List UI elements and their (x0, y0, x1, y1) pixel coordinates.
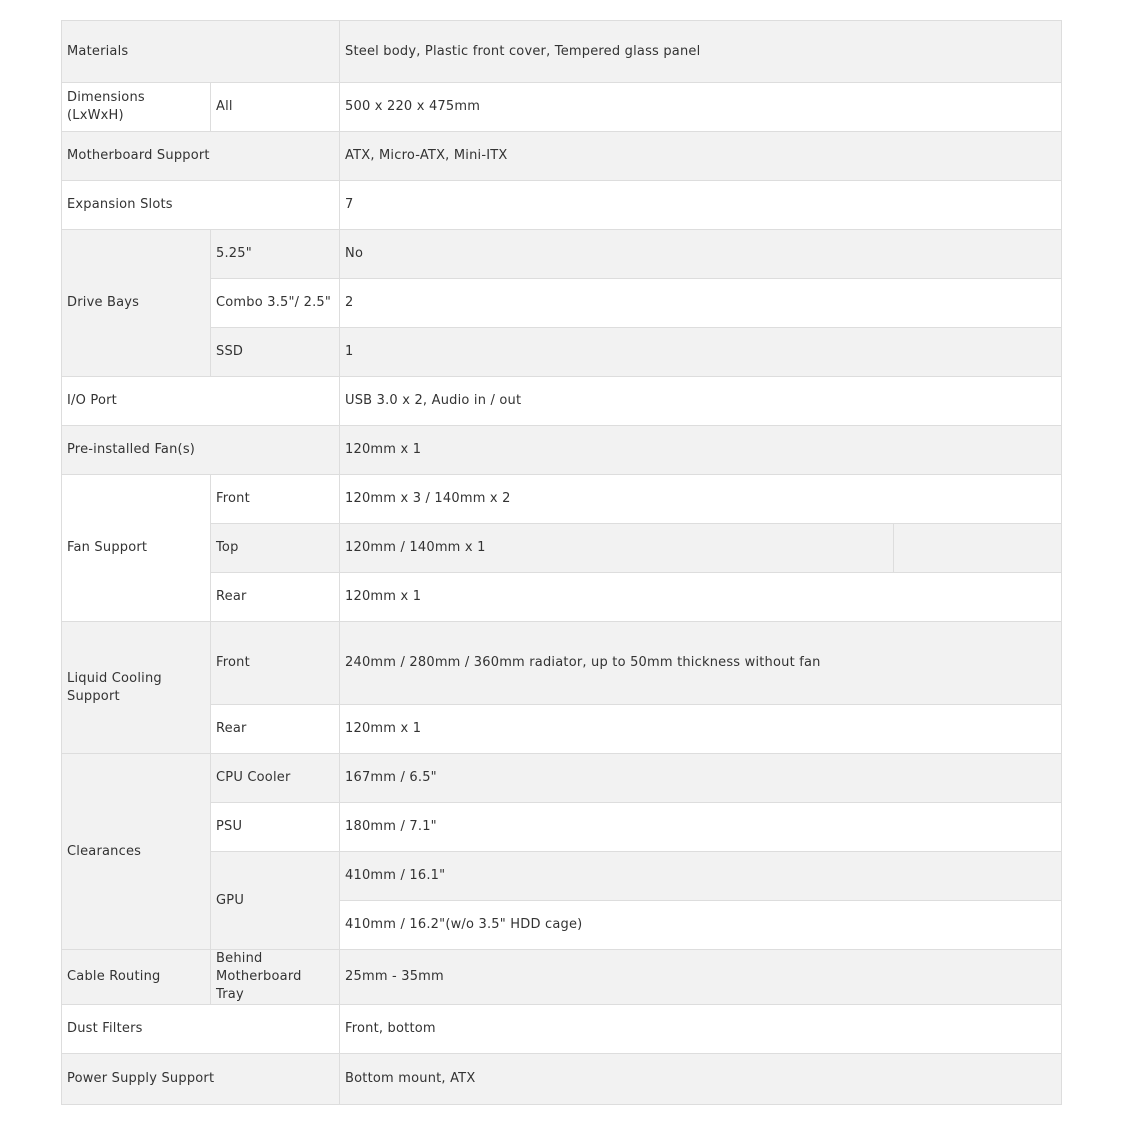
table-row-liquid-cooling-rear (62, 705, 1062, 754)
table-row-dust-filters (62, 1005, 1062, 1054)
value-clearance-cpu: 167mm / 6.5" (340, 754, 1062, 803)
label-clearances: Clearances (62, 754, 211, 950)
value-drive-bay-ssd: 1 (340, 328, 1062, 377)
sublabel-clearance-psu: PSU (211, 803, 340, 852)
label-fan-support: Fan Support (62, 475, 211, 622)
table-row-materials (62, 21, 1062, 83)
table-row-clearance-cpu (62, 754, 1062, 803)
value-drive-bay-525: No (340, 230, 1062, 279)
table-row-liquid-cooling-front (62, 622, 1062, 705)
value-liquid-rear: 120mm x 1 (340, 705, 1062, 754)
label-io-port: I/O Port (62, 377, 340, 426)
table-row-preinstalled-fans (62, 426, 1062, 475)
label-expansion-slots: Expansion Slots (62, 181, 340, 230)
table-row-drive-bays-combo (62, 279, 1062, 328)
value-power-supply-support: Bottom mount, ATX (340, 1054, 1062, 1105)
sublabel-cable-routing-line1: Behind (216, 951, 263, 966)
sublabel-drive-bay-525: 5.25" (211, 230, 340, 279)
sublabel-cable-routing (211, 950, 340, 1005)
value-clearance-gpu-no-cage: 410mm / 16.2"(w/o 3.5" HDD cage) (340, 901, 1062, 950)
label-power-supply-support: Power Supply Support (62, 1054, 340, 1105)
table-row-clearance-psu (62, 803, 1062, 852)
sublabel-cable-routing-line2: Motherboard Tray (216, 969, 302, 1002)
label-liquid-cooling: Liquid Cooling Support (62, 622, 211, 754)
table-row-drive-bays-525 (62, 230, 1062, 279)
value-fan-rear: 120mm x 1 (340, 573, 1062, 622)
value-dimensions: 500 x 220 x 475mm (340, 83, 1062, 132)
label-motherboard-support: Motherboard Support (62, 132, 340, 181)
value-liquid-front: 240mm / 280mm / 360mm radiator, up to 50mm thickness without fan (340, 622, 1062, 705)
label-drive-bays: Drive Bays (62, 230, 211, 377)
value-clearance-gpu: 410mm / 16.1" (340, 852, 1062, 901)
table-row-fan-support-rear (62, 573, 1062, 622)
sublabel-liquid-rear: Rear (211, 705, 340, 754)
sublabel-liquid-front: Front (211, 622, 340, 705)
value-io-port: USB 3.0 x 2, Audio in / out (340, 377, 1062, 426)
label-cable-routing: Cable Routing (62, 950, 211, 1005)
value-materials: Steel body, Plastic front cover, Tempered glass panel (340, 21, 1062, 83)
sublabel-fan-rear: Rear (211, 573, 340, 622)
value-preinstalled-fans: 120mm x 1 (340, 426, 1062, 475)
table-row-fan-support-front (62, 475, 1062, 524)
sublabel-fan-front: Front (211, 475, 340, 524)
table-row-expansion-slots (62, 181, 1062, 230)
label-dust-filters: Dust Filters (62, 1005, 340, 1054)
table-row-cable-routing (62, 950, 1062, 1005)
table-row-fan-support-top (62, 524, 1062, 573)
value-clearance-psu: 180mm / 7.1" (340, 803, 1062, 852)
specifications-table (61, 20, 1062, 1105)
label-materials: Materials (62, 21, 340, 83)
sublabel-dimensions-all: All (211, 83, 340, 132)
sublabel-drive-bay-combo: Combo 3.5"/ 2.5" (211, 279, 340, 328)
table-row-clearance-gpu (62, 852, 1062, 901)
value-expansion-slots: 7 (340, 181, 1062, 230)
value-dust-filters: Front, bottom (340, 1005, 1062, 1054)
label-dimensions: Dimensions (LxWxH) (62, 83, 211, 132)
sublabel-clearance-gpu: GPU (211, 852, 340, 950)
empty-cell (894, 524, 1062, 573)
sublabel-fan-top: Top (211, 524, 340, 573)
table-row-power-supply-support (62, 1054, 1062, 1105)
label-preinstalled-fans: Pre-installed Fan(s) (62, 426, 340, 475)
sublabel-drive-bay-ssd: SSD (211, 328, 340, 377)
value-drive-bay-combo: 2 (340, 279, 1062, 328)
table-row-io-port (62, 377, 1062, 426)
table-row-motherboard-support (62, 132, 1062, 181)
value-fan-top: 120mm / 140mm x 1 (340, 524, 894, 573)
sublabel-clearance-cpu: CPU Cooler (211, 754, 340, 803)
value-fan-front: 120mm x 3 / 140mm x 2 (340, 475, 1062, 524)
table-row-dimensions (62, 83, 1062, 132)
value-cable-routing: 25mm - 35mm (340, 950, 1062, 1005)
value-motherboard-support: ATX, Micro-ATX, Mini-ITX (340, 132, 1062, 181)
table-row-drive-bays-ssd (62, 328, 1062, 377)
